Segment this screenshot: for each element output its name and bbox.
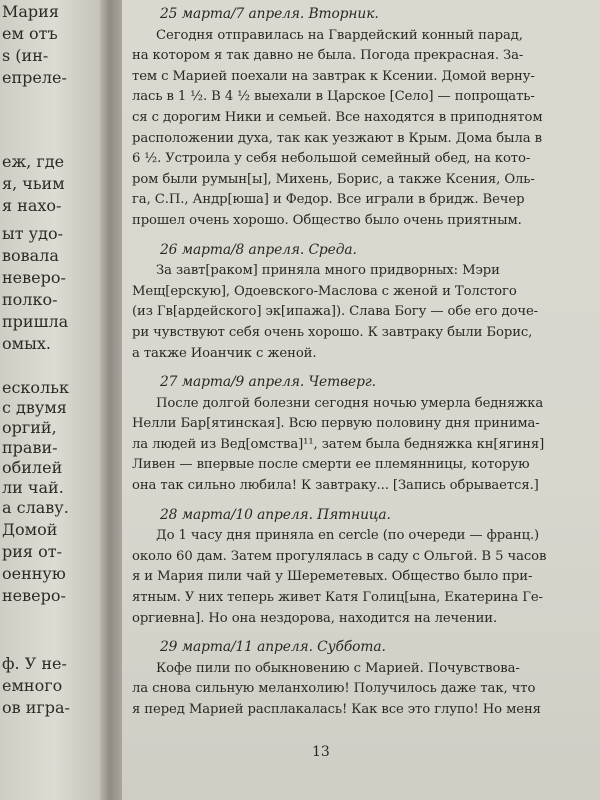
entry-line: ром были румын[ы], Михень, Борис, а также Ксения, Оль- — [132, 171, 535, 187]
diary-entry — [132, 4, 590, 232]
entry-line: ятным. У них теперь живет Катя Голиц[ына, Екатерина Ге- — [132, 590, 543, 606]
entry-line: тем с Марией поехали на завтрак к Ксении. Домой верну- — [132, 68, 535, 84]
left-page-line: еж, где — [2, 152, 65, 171]
left-page-line: ескольк — [2, 378, 69, 397]
entry-date: 26 марта/8 апреля. Среда. — [160, 241, 357, 258]
entry-line: За завт[раком] приняла много придворных: Мэри — [156, 263, 500, 279]
left-page-line: с двумя — [2, 398, 67, 417]
entry-line: ла людей из Вед[омства]¹¹, затем была бедняжка кн[ягиня] — [132, 436, 545, 452]
entry-line: я и Мария пили чай у Шереметевых. Общество было при- — [132, 569, 533, 585]
entry-line: ла снова сильную меланхолию! Получилось даже так, что — [132, 681, 536, 697]
diary-entry — [132, 240, 590, 365]
entry-paragraph — [132, 659, 590, 721]
left-page-line: неверо- — [2, 586, 66, 605]
left-page-line: емного — [2, 676, 63, 695]
entry-line: Нелли Бар[ятинская]. Всю первую половину дня принима- — [132, 416, 540, 432]
left-page-line: ыт удо- — [2, 224, 63, 243]
entry-line: Ливен — впервые после смерти ее племянницы, которую — [132, 457, 530, 473]
entry-date: 29 марта/11 апреля. Суббота. — [160, 639, 386, 656]
entry-line: прошел очень хорошо. Общество было очень приятным. — [132, 212, 522, 228]
right-page — [122, 0, 600, 800]
left-page-line: вовала — [2, 246, 59, 265]
entry-line: Мещ[ерскую], Одоевского-Маслова с женой и Толстого — [132, 283, 517, 299]
left-page-line: я, чьим — [2, 174, 65, 193]
entry-paragraph — [132, 394, 590, 497]
entry-line: До 1 часу дня приняла en cercle (по очереди — франц.) — [156, 528, 540, 544]
left-page-line: ов игра- — [2, 698, 70, 717]
entry-paragraph — [132, 26, 590, 232]
entry-line: я перед Марией расплакалась! Как все это глупо! Но меня — [132, 702, 541, 717]
left-page-line: Мария — [2, 2, 59, 21]
left-page-line: епреле- — [2, 68, 67, 87]
entry-line: ри чувствуют себя очень хорошо. К завтраку были Борис, — [132, 324, 533, 340]
left-page-line: а славу. — [2, 498, 69, 517]
entry-line: После долгой болезни сегодня ночью умерла бедняжка — [156, 395, 544, 411]
left-page-line: пришла — [2, 312, 69, 331]
left-page-line: s (ин- — [2, 46, 49, 65]
left-page — [0, 0, 100, 800]
left-page-line: ф. У не- — [2, 654, 67, 673]
entry-line: а также Иоанчик с женой. — [132, 345, 317, 361]
left-page-line: прави- — [2, 438, 58, 457]
entry-line: она так сильно любила! К завтраку... [Запись обрывается.] — [132, 478, 539, 494]
diary-entry — [132, 505, 590, 630]
diary-entry — [132, 637, 590, 720]
diary-entry — [132, 372, 590, 497]
diary-text — [132, 4, 590, 729]
left-page-line: неверо- — [2, 268, 66, 287]
left-page-line: ли чай. — [2, 478, 64, 497]
left-page-line: оенную — [2, 564, 66, 583]
book-gutter — [100, 0, 122, 800]
entry-paragraph — [132, 261, 590, 364]
entry-date: 27 марта/9 апреля. Четверг. — [160, 374, 376, 391]
entry-line: Сегодня отправилась на Гвардейский конный парад, — [156, 27, 523, 43]
left-page-line: полко- — [2, 290, 58, 309]
left-page-line: я нахо- — [2, 196, 62, 215]
left-page-line: обилей — [2, 458, 63, 477]
entry-line: около 60 дам. Затем прогулялась в саду с Ольгой. В 5 часов — [132, 548, 547, 564]
entry-line: оргиевна]. Но она нездорова, находится на лечении. — [132, 610, 498, 626]
entry-paragraph — [132, 526, 590, 629]
page-number: 13 — [312, 744, 330, 760]
entry-date: 25 марта/7 апреля. Вторник. — [160, 6, 379, 22]
entry-line: на котором я так давно не была. Погода прекрасная. За- — [132, 48, 524, 64]
left-page-line: омых. — [2, 334, 51, 353]
left-page-line: ем отъ — [2, 24, 58, 43]
entry-line: расположении духа, так как уезжают в Крым. Дома была в — [132, 130, 542, 146]
left-page-line: Домой — [2, 520, 58, 539]
entry-line: га, С.П., Андр[юша] и Федор. Все играли в бридж. Вечер — [132, 192, 525, 208]
entry-line: 6 ½. Устроила у себя небольшой семейный обед, на кото- — [132, 151, 531, 167]
entry-date: 28 марта/10 апреля. Пятница. — [160, 506, 391, 523]
entry-line: ся с дорогим Ники и семьей. Все находятся в приподнятом — [132, 109, 543, 125]
left-page-line: рия от- — [2, 542, 62, 561]
entry-line: (из Гв[ардейского] эк[ипажа]). Слава Богу — обе его доче- — [132, 304, 539, 320]
entry-line: Кофе пили по обыкновению с Марией. Почувствова- — [156, 660, 520, 676]
left-page-line: оргий, — [2, 418, 57, 437]
entry-line: лась в 1 ½. В 4 ½ выехали в Царское [Село] — попрощать- — [132, 89, 535, 105]
